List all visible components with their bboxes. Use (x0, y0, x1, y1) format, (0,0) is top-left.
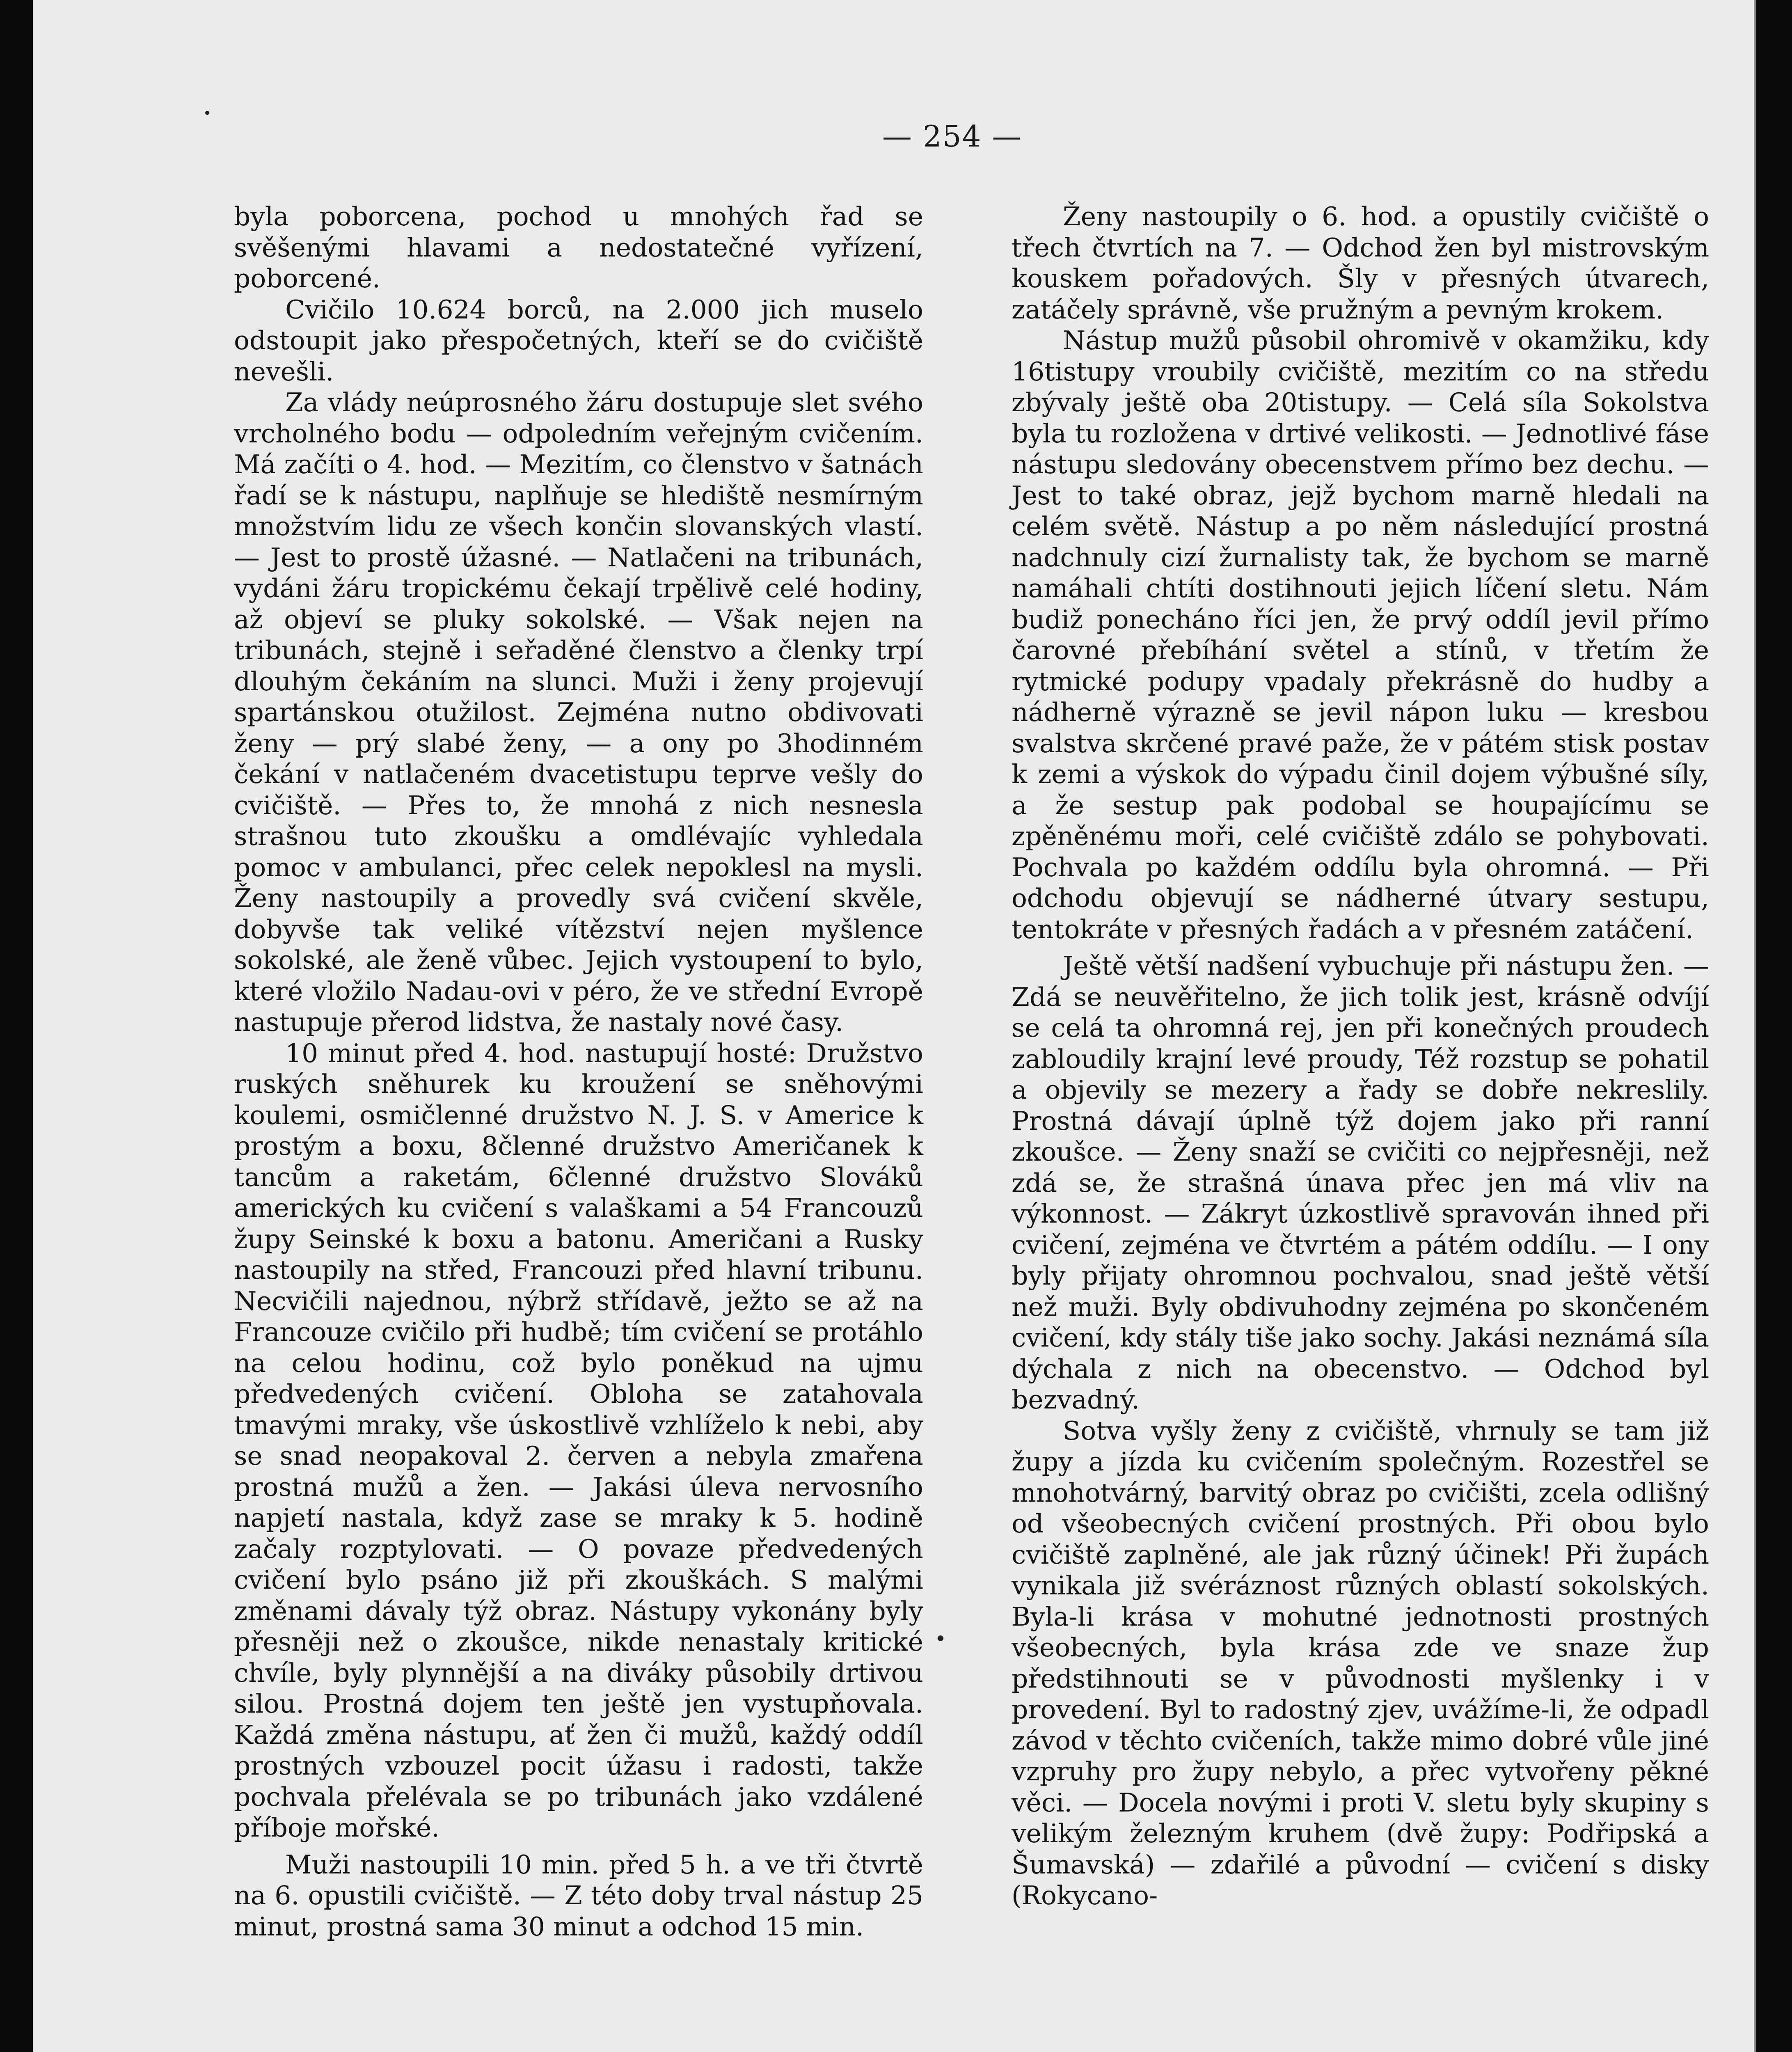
scan-speck (205, 111, 209, 115)
paragraph: Za vlády neúprosného žáru dostupuje slet svého vrcholného bodu — odpoledním veřejným cvičením. Má začíti o 4. hod. — Mezitím, co členstvo v šatnách řadí se k nástupu, naplňuje se hlediště nesmírným množstvím lidu ze všech končin slovanských vlastí. — Jest to prostě úžasné. — Natlačeni na tribunách, vydáni žáru tropickému čekají trpělivě celé hodiny, až objeví se pluky sokolské. — Však nejen na tribunách, stejně i seřaděné členstvo a členky trpí dlouhým čekáním na slunci. Muži i ženy projevují spartánskou otužilost. Zejména nutno obdivovati ženy — prý slabé ženy, — a ony po 3hodinném čekání v natlačeném dvacetistupu teprve vešly do cvičiště. — Přes to, že mnohá z nich nesnesla strašnou tuto zkoušku a omdlévajíc vyhledala pomoc v ambulanci, přec celek nepoklesl na mysli. Ženy nastoupily a provedly svá cvičení skvěle, dobyvše tak veliké vítězství nejen myšlence sokolské, ale ženě vůbec. Jejich vystoupení to bylo, které vložilo Nadau-ovi v péro, že ve střední Evropě nastupuje přerod lidstva, že nastaly nové časy. (234, 387, 923, 1037)
paragraph: Ještě větší nadšení vybuchuje při nástupu žen. — Zdá se neuvěřitelno, že jich tolik jest, krásně odvíjí se celá ta ohromná rej, jen při konečných proudech zabloudily krajní levé proudy, Též rozstup se pohatil a objevily se mezery a řady se dobře nekreslily. Prostná dávají úplně týž dojem jako při ranní zkoušce. — Ženy snaží se cvičiti co nejpřesněji, než zdá se, že strašná únava přec jen má vliv na výkonnost. — Zákryt úzkostlivě spravován ihned při cvičení, zejména ve čtvrtém a pátém oddílu. — I ony byly přijaty ohromnou pochvalou, snad ještě větší než muži. Byly obdivuhodny zejména po skončeném cvičení, kdy stály tiše jako sochy. Jakási neznámá síla dýchala z nich na obecenstvo. — Odchod byl bezvadný. (1012, 951, 1709, 1415)
paragraph: Nástup mužů působil ohromivě v okamžiku, kdy 16tistupy vroubily cvičiště, mezitím co na středu zbývaly ještě oba 20tistupy. — Celá síla Sokolstva byla tu rozložena v drtivé velikosti. — Jednotlivé fáse nástupu sledovány obecenstvem přímo bez dechu. — Jest to také obraz, jejž bychom marně hledali na celém světě. Nástup a po něm následující prostná nadchnuly cizí žurnalisty tak, že bychom se marně namáhali chtíti dostihnouti jejich líčení sletu. Nám budiž ponecháno říci jen, že prvý oddíl jevil přímo čarovné přebíhání světel a stínů, v třetím že rytmické podupy vpadaly překrásně do hudby a nádherně výrazně se jevil nápon luku — kresbou svalstva skrčené pravé paže, že v pátém stisk postav k zemi a výskok do výpadu činil dojem výbušné síly, a že sestup pak podobal se houpajícímu se zpěněnému moři, celé cvičiště zdálo se pohybovati. Pochvala po každém oddílu byla ohromná. — Při odchodu objevují se nádherné útvary sestupu, tentokráte v přesných řadách a v přesném zatáčení. (1012, 325, 1709, 944)
paragraph: Sotva vyšly ženy z cvičiště, vhrnuly se tam již župy a jízda ku cvičením společným. Rozestřel se mnohotvárný, barvitý obraz po cvičišti, zcela odlišný od všeobecných cvičení prostných. Při obou bylo cvičiště zaplněné, ale jak různý účinek! Při župách vynikala již svéráznost různých oblastí sokolských. Byla-li krása v mohutné jednotnosti prostných všeobecných, byla krása zde ve snaze žup předstihnouti se v původnosti myšlenky i v provedení. Byl to radostný zjev, uvážíme-li, že odpadl závod v těchto cvičeních, takže mimo dobré vůle jiné vzpruhy pro župy nebylo, a přec vytvořeny pěkné věci. — Docela novými i proti V. sletu byly skupiny s velikým železným kruhem (dvě župy: Podřipská a Šumavská) — zdařilé a původní — cvičení s disky (Rokycano- (1012, 1415, 1709, 1910)
scan-speck (938, 1635, 943, 1641)
paragraph: Ženy nastoupily o 6. hod. a opustily cvičiště o třech čtvrtích na 7. — Odchod žen byl mistrovským kouskem pořadových. Šly v přesných útvarech, zatáčely správně, vše pružným a pevným krokem. (1012, 202, 1709, 325)
paragraph: Cvičilo 10.624 borců, na 2.000 jich muselo odstoupit jako přespočetných, kteří se do cvičiště nevešli. (234, 294, 923, 387)
page-number: — 254 — (882, 119, 1023, 153)
paragraph: byla poborcena, pochod u mnohých řad se svěšenými hlavami a nedostatečné vyřízení, poborcené. (234, 202, 923, 293)
paragraph: Muži nastoupili 10 min. před 5 h. a ve tři čtvrtě na 6. opustili cvičiště. — Z této doby trval nástup 25 minut, prostná sama 30 minut a odchod 15 min. (234, 1849, 923, 1942)
paragraph: 10 minut před 4. hod. nastupují hosté: Družstvo ruských sněhurek ku kroužení se sněhovými koulemi, osmičlenné družstvo N. J. S. v Americe k prostým a boxu, 8členné družstvo Američanek k tancům a raketám, 6členné družstvo Slováků amerických ku cvičení s valaškami a 54 Francouzů župy Seinské k boxu a batonu. Američani a Rusky nastoupily na střed, Francouzi před hlavní tribunu. Necvičili najednou, nýbrž střídavě, ježto se až na Francouze cvičilo při hudbě; tím cvičení se protáhlo na celou hodinu, což bylo poněkud na ujmu předvedených cvičení. Obloha se zatahovala tmavými mraky, vše úskostlivě vzhlíželo k nebi, aby se snad neopakoval 2. červen a nebyla zmařena prostná mužů a žen. — Jakási úleva nervosního napjetí nastala, když zase se mraky k 5. hodině začaly rozptylovati. — O povaze předvedených cvičení bylo psáno již při zkouškách. S malými změnami dávaly týž obraz. Nástupy vykonány byly přesněji než o zkoušce, nikde nenastaly kritické chvíle, byly plynnější a na diváky působily drtivou silou. Prostná dojem ten ještě jen vystupňovala. Každá změna nástupu, ať žen či mužů, každý oddíl prostných vzbouzel pocit úžasu i radosti, takže pochvala přelévala se po tribunách jako vzdálené příboje mořské. (234, 1038, 923, 1843)
left-column (234, 201, 923, 1942)
scanned-page (33, 0, 1756, 2052)
right-column (1012, 201, 1709, 1911)
